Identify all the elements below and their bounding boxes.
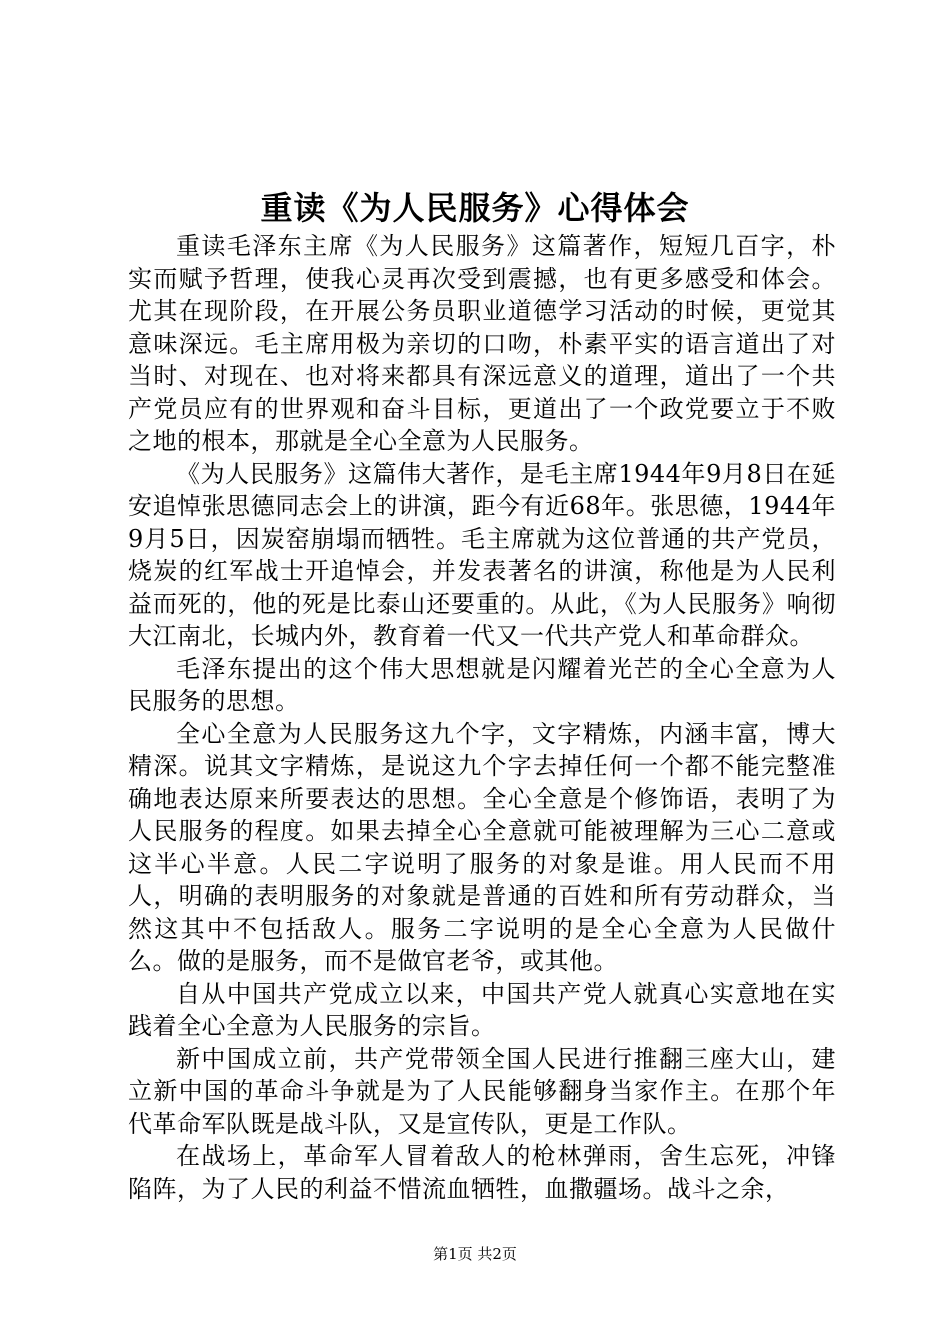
document-body [128,230,836,1205]
paragraph: 新中国成立前，共产党带领全国人民进行推翻三座大山，建立新中国的革命斗争就是为了人民能够翻身当家作主。在那个年代革命军队既是战斗队，又是宣传队，更是工作队。 [128,1044,836,1138]
paragraph: 在战场上，革命军人冒着敌人的枪林弹雨，舍生忘死，冲锋陷阵，为了人民的利益不惜流血牺牲，血撒疆场。战斗之余， [128,1142,836,1203]
paragraph: 重读毛泽东主席《为人民服务》这篇著作，短短几百字，朴实而赋予哲理，使我心灵再次受到震撼，也有更多感受和体会。尤其在现阶段，在开展公务员职业道德学习活动的时候，更觉其意味深远。毛主席用极为亲切的口吻，朴素平实的语言道出了对当时、对现在、也对将来都具有深远意义的道理，道出了一个共产党员应有的世界观和奋斗目标，更道出了一个政党要立于不败之地的根本，那就是全心全意为人民服务。 [128,232,836,455]
paragraph: 全心全意为人民服务这九个字，文字精炼，内涵丰富，博大精深。说其文字精炼，是说这九个字去掉任何一个都不能完整准确地表达原来所要表达的思想。全心全意是个修饰语，表明了为人民服务的程度。如果去掉全心全意就可能被理解为三心二意或这半心半意。人民二字说明了服务的对象是谁。用人民而不用人，明确的表明服务的对象就是普通的百姓和所有劳动群众，当然这其中不包括敌人。服务二字说明的是全心全意为人民做什么。做的是服务，而不是做官老爷，或其他。 [128,719,836,975]
page-footer: 第1页 共2页 [433,1245,517,1263]
paragraph: 毛泽东提出的这个伟大思想就是闪耀着光芒的全心全意为人民服务的思想。 [128,654,836,715]
paragraph: 自从中国共产党成立以来，中国共产党人就真心实意地在实践着全心全意为人民服务的宗旨。 [128,979,836,1040]
document-title: 重读《为人民服务》心得体会 [260,189,690,227]
paragraph: 《为人民服务》这篇伟大著作，是毛主席1944年9月8日在延安追悼张思德同志会上的讲演，距今有近68年。张思德，1944年9月5日，因炭窑崩塌而牺牲。毛主席就为这位普通的共产党员，烧炭的红军战士开追悼会，并发表著名的讲演，称他是为人民利益而死的，他的死是比泰山还要重的。从此，《为人民服务》响彻大江南北，长城内外，教育着一代又一代共产党人和革命群众。 [128,459,836,650]
